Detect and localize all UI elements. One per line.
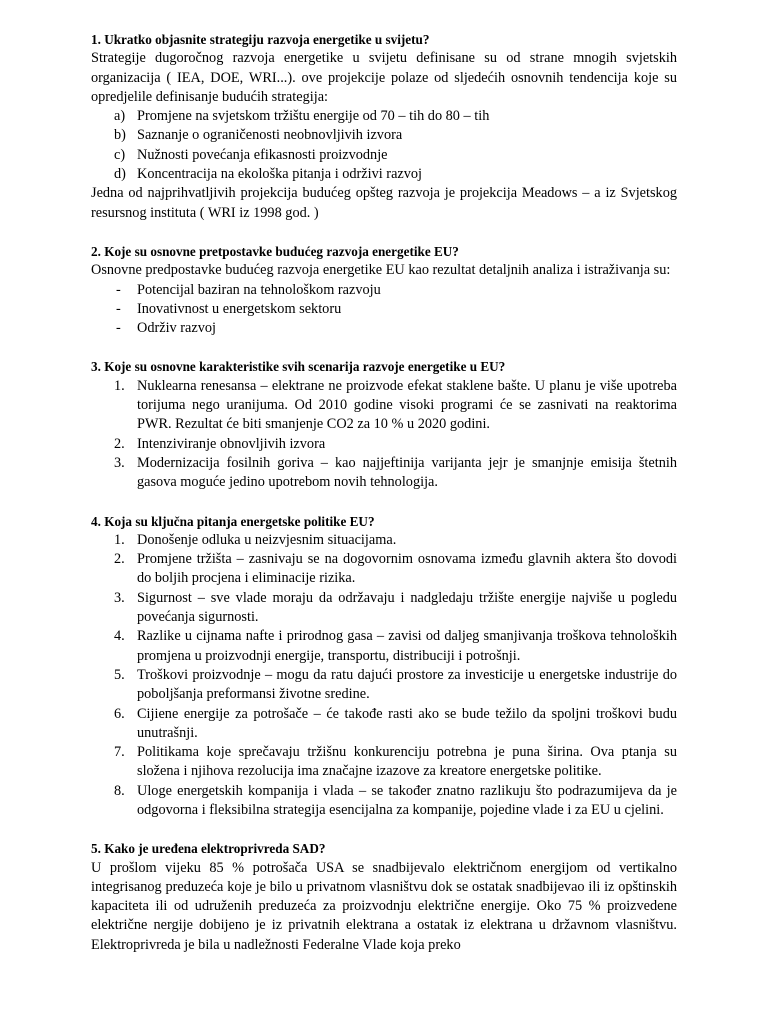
- list-item-text: Saznanje o ograničenosti neobnovljivih izvora: [137, 127, 403, 144]
- question-5-body: U prošlom vijeku 85 % potrošača USA se snadbijevalo električnom energijom od vertikalno integrisanog preduzeća koje je bilo u privatnom vlasništvu dok se ostatak snadbijevao ili iz opštinskih kapaciteta ili od udruženih preduzeća za proizvodnju električne energije. Oko 75 % proizvedene električne nergije dobijeno je iz privatnih elektrana a ostatak iz elektrana u državnom vlasništvu. Elektroprivreda je bila u nadležnosti Federalne Vlade koja preko: [91, 859, 677, 953]
- list-marker: 3.: [114, 454, 125, 471]
- list-item-text: Inovativnost u energetskom sektoru: [137, 300, 342, 317]
- list-item-text: Uloge energetskih kompanija i vlada – se također znatno razlikuju što podrazumijeva da je odgovorna i fleksibilna strategija esencijalna za kompanije, pojedine vlade i za EU u cjelini.: [137, 782, 677, 818]
- list-item: [91, 126, 677, 145]
- list-item: [91, 589, 677, 628]
- question-1-intro: Strategije dugoročnog razvoja energetike u svijetu definisane su od strane mnogih svjetskih organizacija ( IEA, DOE, WRI...). ove projekcije polaze od sljedećih osnovnih tendencija koje su opredjelile definisanje budućih strategija:: [91, 50, 677, 105]
- list-item: [91, 281, 677, 300]
- list-marker: 7.: [114, 744, 125, 761]
- question-4-heading: 4. Koja su ključna pitanja energetske politike EU?: [91, 513, 375, 529]
- list-item-text: Nuklearna renesansa – elektrane ne proizvode efekat staklene bašte. U planu je više upotreba torijuma nego uranijuma. Od 2010 godine visoki programi će se zasnivati na reaktorima PWR. Rezultat će biti smanjenje CO2 za 10 % u 2020 godini.: [137, 377, 677, 433]
- question-4-list: [91, 531, 677, 820]
- list-item-text: Promjene tržišta – zasnivaju se na dogovornim osnovama između glavnih aktera što dovodi do boljih procjena i eliminacije rizika.: [137, 551, 677, 587]
- list-item: [91, 531, 677, 550]
- list-marker: -: [116, 320, 121, 337]
- list-marker: 5.: [114, 666, 125, 683]
- list-item: [91, 165, 677, 184]
- list-item-text: Potencijal baziran na tehnološkom razvoju: [137, 281, 381, 298]
- list-marker: -: [116, 281, 121, 298]
- list-item: [91, 435, 677, 454]
- list-item: [91, 666, 677, 705]
- list-marker: 1.: [114, 531, 125, 548]
- list-item-text: Sigurnost – sve vlade moraju da održavaju i nadgledaju tržište energije najviše u pogledu povećanja sigurnosti.: [137, 589, 677, 626]
- list-item-text: Razlike u cijnama nafte i prirodnog gasa – zavisi od daljeg smanjivanja troškova tehnoloških promjena u proizvodnji energije, transportu, distribuciji i potrošnji.: [137, 628, 677, 664]
- question-3-heading: 3. Koje su osnovne karakteristike svih scenarija razvoje energetike u EU?: [91, 359, 506, 375]
- list-marker: a): [114, 108, 126, 125]
- question-1-list: [91, 107, 677, 184]
- question-2-list: [91, 281, 677, 339]
- list-item-text: Troškovi proizvodnje – mogu da ratu dajući prostore za investicije u energetske industrije do poboljšanja preformansi životne sredine.: [137, 666, 677, 703]
- list-item-text: Politikama koje sprečavaju tržišnu konkurenciju potrebna je puna širina. Ova ptanja su složena i njihova rezolucija ima značajne izazove za kreatore energetske politike.: [137, 744, 677, 780]
- list-item: [91, 743, 677, 782]
- list-item-text: Koncentracija na ekološka pitanja i održivi razvoj: [137, 166, 423, 183]
- list-marker: 8.: [114, 782, 125, 799]
- list-marker: 4.: [114, 628, 125, 645]
- list-item: [91, 146, 677, 165]
- list-marker: c): [114, 146, 126, 163]
- list-item-text: Modernizacija fosilnih goriva – kao najjeftinija varijanta jejr je smanjnje emisija štetnih gasova moguće jedino upotrebom novih tehnologija.: [137, 454, 677, 491]
- list-item: [91, 454, 677, 493]
- list-marker: 2.: [114, 551, 125, 568]
- list-marker: d): [114, 166, 126, 183]
- list-item: [91, 705, 677, 744]
- list-marker: b): [114, 127, 126, 144]
- list-marker: 3.: [114, 589, 125, 606]
- list-marker: 1.: [114, 377, 125, 394]
- question-1-heading: 1. Ukratko objasnite strategiju razvoja energetike u svijetu?: [91, 32, 430, 47]
- list-item-text: Održiv razvoj: [137, 320, 216, 337]
- list-item-text: Cijiene energije za potrošače – će takođe rasti ako se bude težilo da spoljni troškovi budu unutrašnji.: [137, 705, 677, 741]
- list-marker: -: [116, 300, 121, 317]
- question-1-conclusion: Jedna od najprihvatljivih projekcija budućeg opšteg razvoja je projekcija Meadows – a iz Svjetskog resursnog instituta ( WRI iz 1998 god. ): [91, 185, 677, 221]
- question-3-list: [91, 377, 677, 493]
- document-page: [91, 30, 677, 955]
- list-item-text: Nužnosti povećanja efikasnosti proizvodnje: [137, 146, 388, 163]
- list-item: [91, 550, 677, 589]
- list-item-text: Donošenje odluka u neizvjesnim situacijama.: [137, 531, 397, 548]
- list-item-text: Promjene na svjetskom tržištu energije od 70 – tih do 80 – tih: [137, 108, 490, 125]
- question-2-heading: 2. Koje su osnovne pretpostavke budućeg razvoja energetike EU?: [91, 243, 459, 259]
- list-item: [91, 782, 677, 821]
- list-marker: 6.: [114, 705, 125, 722]
- list-item: [91, 107, 677, 126]
- question-5-heading: 5. Kako je uređena elektroprivreda SAD?: [91, 841, 326, 857]
- question-2-intro: Osnovne predpostavke budućeg razvoja energetike EU kao rezultat detaljnih analiza i istraživanja su:: [91, 262, 671, 279]
- list-item: [91, 300, 677, 319]
- list-item: [91, 319, 677, 338]
- list-item-text: Intenziviranje obnovljivih izvora: [137, 435, 326, 452]
- list-item: [91, 627, 677, 666]
- list-marker: 2.: [114, 435, 125, 452]
- list-item: [91, 377, 677, 435]
